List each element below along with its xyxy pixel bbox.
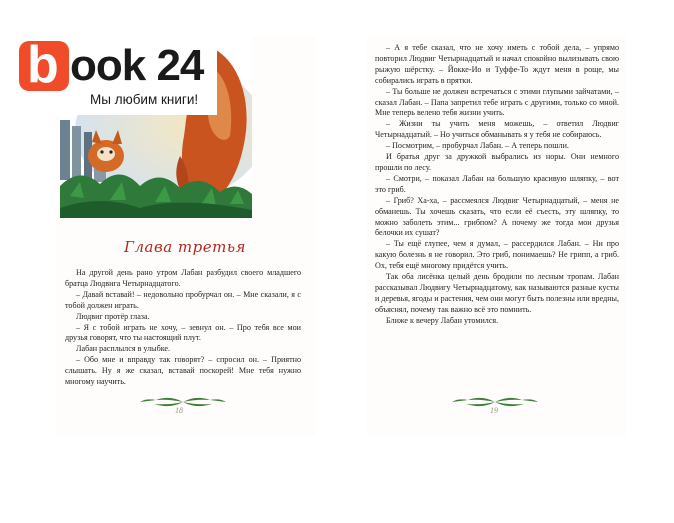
chapter-title: Глава третья <box>124 238 246 256</box>
logo-wordmark: ook 24 <box>70 41 204 90</box>
logo-badge <box>19 36 69 94</box>
paragraph: – Посмотрим, – пробурчал Лабан. – А теперь пошли. <box>386 141 569 151</box>
logo-tagline: Мы любим книги! <box>90 92 199 107</box>
right-page-text <box>375 43 619 327</box>
logo-letter: b <box>27 36 59 94</box>
paragraph: – Ты больше не должен встречаться с этими глупыми зайчатами, – сказал Лабан. – Папа запретил тебе играть с другими, только со мной. Мне теперь велено тебя жизни учить. <box>375 86 619 118</box>
paragraph: – Я с тобой играть не хочу, – зевнул он. – Про тебя все мои друзья говорят, что ты настоящий плут. <box>65 322 301 343</box>
left-page-text <box>65 268 301 388</box>
page-number-right: 19 <box>490 406 498 415</box>
paragraph: – А я тебе сказал, что не хочу иметь с тобой дела, – упрямо повторил Людвиг Четырнадцатый и начал спокойно вылизывать свою рыжую шёрстку. – Йокке-Ио и Туффе-То ждут меня в роще, мы собирались играть в прятки. <box>375 43 619 85</box>
paragraph: И братья друг за дружкой выбрались из норы. Они немного прошли по лесу. <box>375 152 619 172</box>
leaf-ornament-left <box>140 395 226 409</box>
paragraph: – Давай вставай! – недовольно пробурчал он. – Мне сказали, я с тобой должен играть. <box>65 289 301 310</box>
book24-logo[interactable] <box>16 37 217 115</box>
paragraph: Лабан расплылся в улыбке. <box>76 344 171 354</box>
paragraph: – Жизни ты учить меня можешь, – ответил Людвиг Четырнадцатый. – Но учиться обманывать я у тебя не собираюсь. <box>375 119 619 140</box>
paragraph: На другой день рано утром Лабан разбудил своего младшего братца Людвига Четырнадцатого. <box>65 268 301 288</box>
paragraph: – Смотри, – показал Лабан на большую красивую шляпку, – вот это гриб. <box>375 173 619 194</box>
paragraph: Так оба лисёнка целый день бродили по лесным тропам. Лабан рассказывал Людвигу Четырнадцатому, как называются разные кусты и деревья, ягоды и растения, чем они могут быть полезны или вредны, объяснял, почему так важно всё это помнить. <box>375 272 619 314</box>
paragraph: – Обо мне и вправду так говорят? – спросил он. – Приятно слышать. Ну я же сказал, вставай поскорей! Мне тебя нужно многому научить. <box>65 355 301 387</box>
paragraph: Ближе к вечеру Лабан утомился. <box>386 315 499 325</box>
paragraph: – Ты ещё глупее, чем я думал, – рассердился Лабан. – Ни про какую болезнь я не говорил. Это гриб, понимаешь? Не грипп, а гриб. Ох, тебя ещё многому придётся учить. <box>375 239 619 271</box>
paragraph: Людвиг протёр глаза. <box>76 311 150 321</box>
page-number-left: 18 <box>175 406 183 415</box>
paragraph: – Гриб? Ха-ха, – рассмеялся Людвиг Четырнадцатый, – меня не обманешь. Ты хочешь сказать, что если её съесть, эту шляпку, то можно заболеть этим... грибпом? А почему же тогда мои друзья белочки их сушат? <box>375 195 619 238</box>
